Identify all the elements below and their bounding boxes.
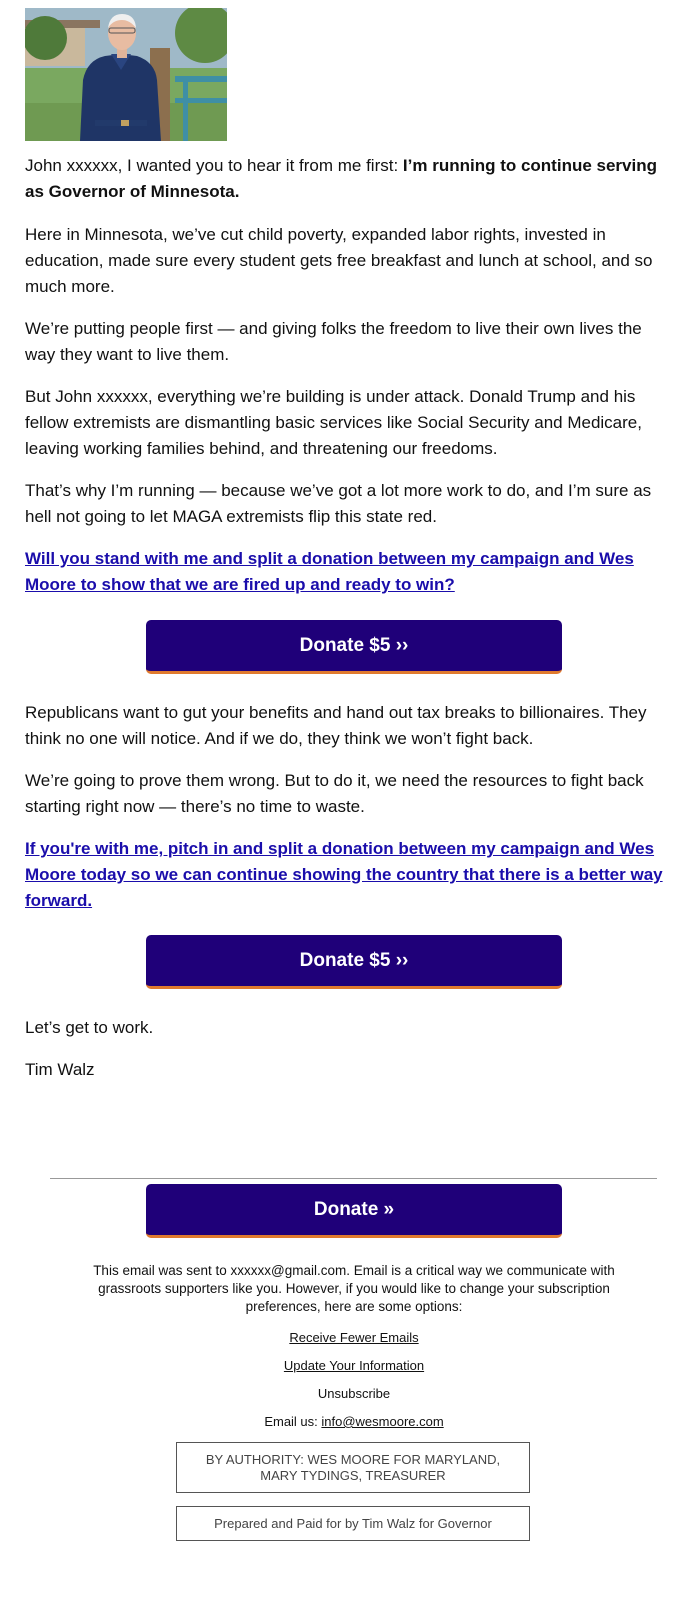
update-information-link[interactable]: Update Your Information: [283, 1358, 425, 1373]
authority-disclaimer-box: [176, 1442, 530, 1493]
republicans-paragraph: Republicans want to gut your benefits and hand out tax breaks to billionaires. They think no one will notice. And if we do, they think we won’t fight back.: [25, 703, 647, 748]
email-us-link[interactable]: info@wesmoore.com: [321, 1414, 444, 1429]
people-first-paragraph: We’re putting people first — and giving folks the freedom to live their own lives the way they want to live them.: [25, 319, 642, 364]
authority-line-2: MARY TYDINGS, TREASURER: [260, 1467, 446, 1483]
intro-paragraph: [25, 153, 670, 205]
unsubscribe-row: [0, 1385, 700, 1403]
attack-paragraph: But John xxxxxx, everything we’re building is under attack. Donald Trump and his fellow extremists are dismantling basic services like Social Security and Medicare, leaving working families behind, and threatening our freedoms.: [25, 387, 642, 458]
prove-wrong-paragraph: We’re going to prove them wrong. But to do it, we need the resources to fight back starting right now — there’s no time to waste.: [25, 771, 644, 816]
paid-for-text: Prepared and Paid for by Tim Walz for Governor: [214, 1515, 492, 1531]
footer-divider: [50, 1178, 657, 1179]
donate-link-2[interactable]: If you're with me, pitch in and split a donation between my campaign and Wes Moore today so we can continue showing the country that there is a better way forward.: [25, 839, 663, 910]
authority-line-1: BY AUTHORITY: WES MOORE FOR MARYLAND,: [205, 1451, 501, 1467]
update-information-row: [0, 1357, 700, 1375]
donate-link-1[interactable]: Will you stand with me and split a donation between my campaign and Wes Moore to show that we are fired up and ready to win?: [25, 549, 634, 594]
signature: Tim Walz: [25, 1060, 95, 1079]
candidate-photo: [25, 8, 227, 141]
donate-footer-button[interactable]: Donate »: [146, 1184, 562, 1238]
intro-text: John xxxxxx, I wanted you to hear it from me first:: [25, 156, 403, 175]
unsubscribe-link[interactable]: Unsubscribe: [317, 1386, 391, 1401]
email-us-row: [0, 1413, 700, 1431]
accomplishments-paragraph: Here in Minnesota, we’ve cut child poverty, expanded labor rights, invested in education, made sure every student gets free breakfast and lunch at school, and so much more.: [25, 225, 653, 296]
donate-5-button-1[interactable]: Donate $5 ››: [146, 620, 562, 674]
why-running-paragraph: That’s why I’m running — because we’ve got a lot more work to do, and I’m sure as hell not going to let MAGA extremists flip this state red.: [25, 481, 652, 526]
receive-fewer-emails-row: [0, 1329, 700, 1347]
email-us-label: Email us:: [264, 1414, 322, 1429]
paid-for-disclaimer-box: [176, 1506, 530, 1541]
closing-line: Let’s get to work.: [25, 1018, 154, 1037]
candidate-photo-icon: [25, 8, 227, 141]
footer-note: This email was sent to xxxxxx@gmail.com. Email is a critical way we communicate with grassroots supporters like you. However, if you would like to change your subscription preferences, here are some options:: [93, 1263, 615, 1314]
receive-fewer-emails-link[interactable]: Receive Fewer Emails: [289, 1330, 419, 1345]
donate-5-button-2[interactable]: Donate $5 ››: [146, 935, 562, 989]
intro-bold-text: I’m running to continue serving as Governor of Minnesota.: [25, 156, 657, 201]
